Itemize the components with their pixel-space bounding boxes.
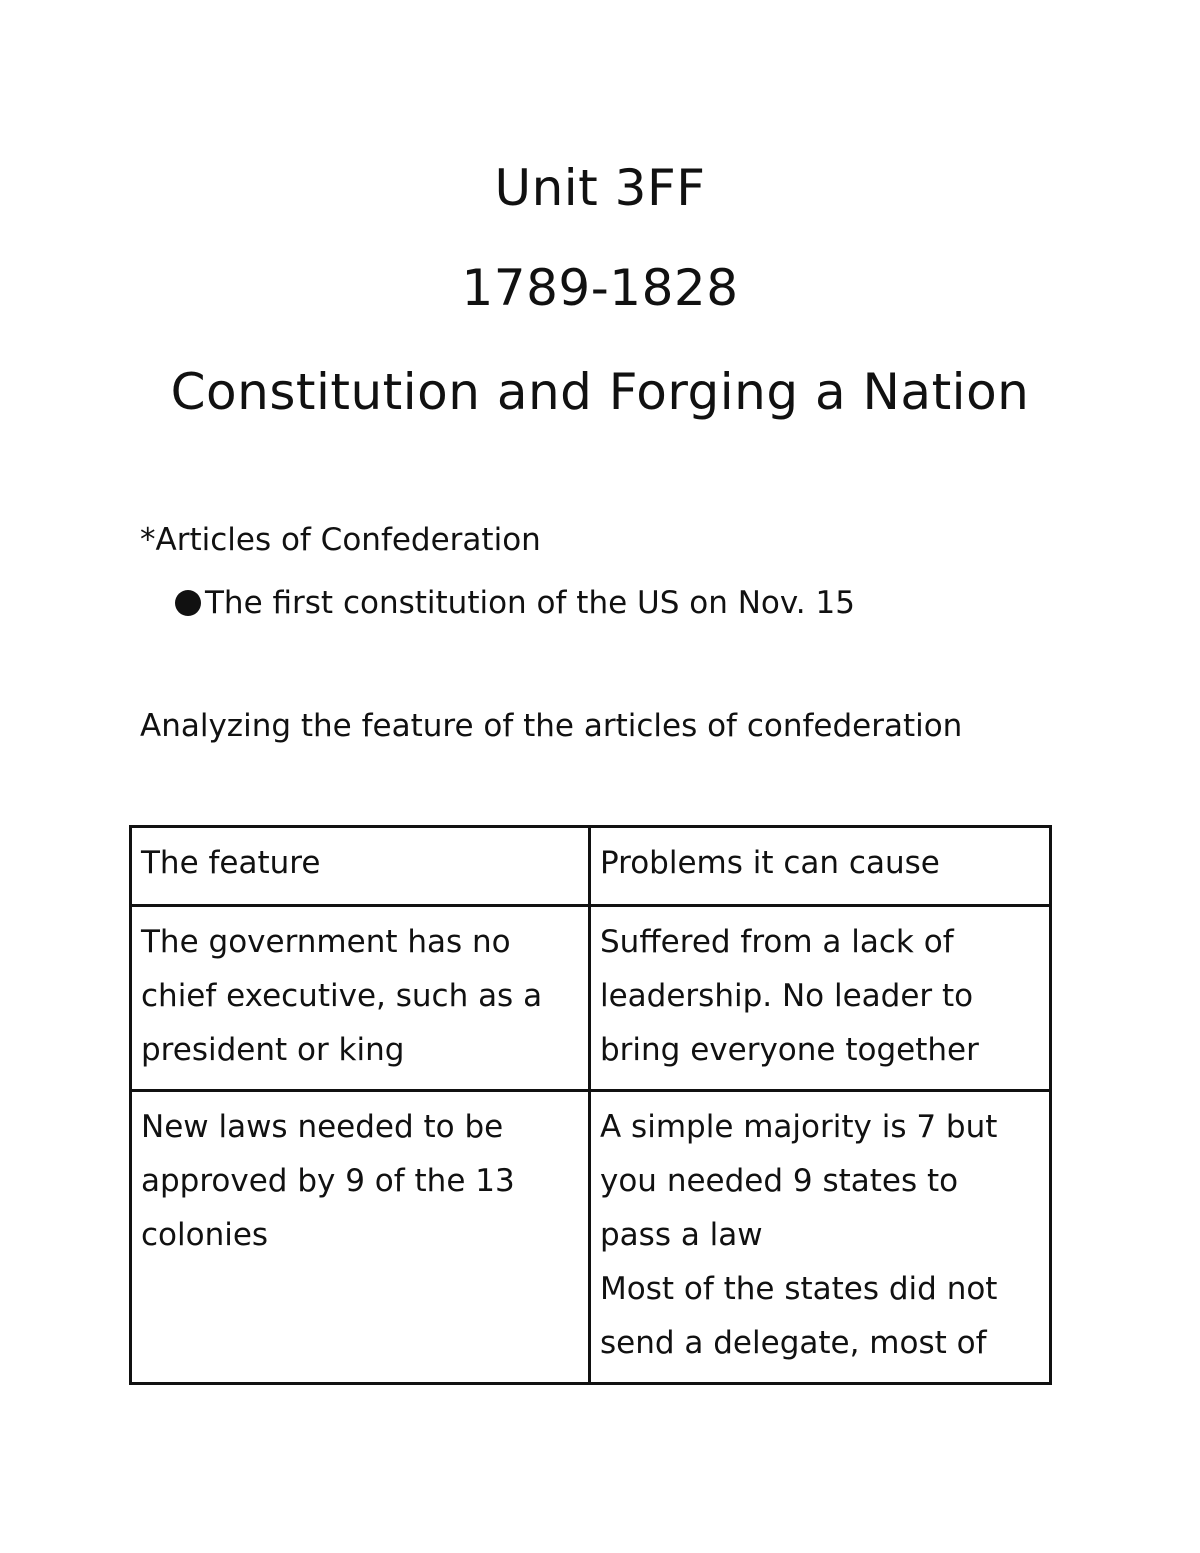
bullet-text: The first constitution of the US on Nov. 15: [205, 585, 855, 621]
column-header-problems: Problems it can cause: [590, 827, 1051, 906]
table-header-row: [131, 827, 1051, 906]
unit-subtitle: Constitution and Forging a Nation: [170, 363, 1030, 421]
feature-problem-table: [129, 825, 1052, 1385]
column-header-feature: The feature: [131, 827, 590, 906]
bullet-item: [175, 583, 855, 623]
problem-cell: A simple majority is 7 but you needed 9 states to pass a law Most of the states did not send a delegate, most of: [590, 1091, 1051, 1384]
unit-title: Unit 3FF: [494, 159, 706, 217]
table-row: [131, 1091, 1051, 1384]
table-row: [131, 906, 1051, 1091]
section-heading: *Articles of Confederation: [140, 522, 541, 558]
feature-cell: New laws needed to be approved by 9 of the 13 colonies: [131, 1091, 590, 1384]
bullet-dot-icon: [175, 590, 201, 616]
problem-cell: Suffered from a lack of leadership. No leader to bring everyone together: [590, 906, 1051, 1091]
analysis-heading: Analyzing the feature of the articles of confederation: [140, 708, 963, 744]
year-range: 1789-1828: [461, 259, 739, 317]
feature-cell: The government has no chief executive, such as a president or king: [131, 906, 590, 1091]
